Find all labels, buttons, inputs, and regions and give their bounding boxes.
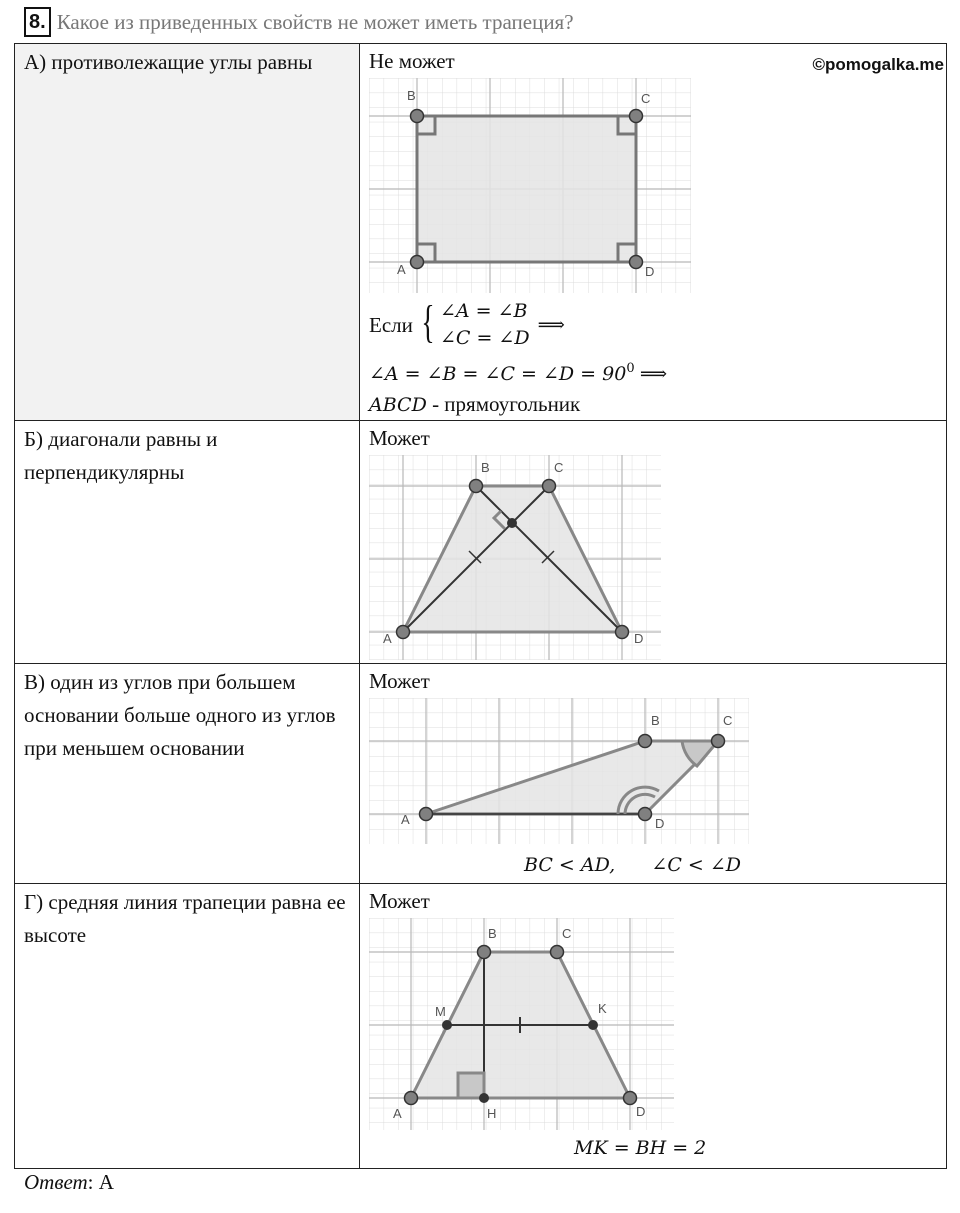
final-answer: Ответ: А bbox=[24, 1170, 114, 1194]
point-b bbox=[411, 110, 424, 123]
table-row bbox=[15, 884, 947, 1169]
label-b: B bbox=[407, 88, 416, 103]
question-header bbox=[24, 6, 574, 38]
reasoning-line-2: ∠A = ∠B = ∠C = ∠D = $90^0$ ⟹ bbox=[369, 361, 668, 385]
question-text: Какое из приведенных свойств не может иметь трапеция? bbox=[56, 9, 574, 34]
label-d: D bbox=[636, 1104, 646, 1119]
table-row bbox=[15, 421, 947, 664]
table-row bbox=[15, 664, 947, 884]
label-b: B bbox=[488, 926, 497, 941]
answer-cell bbox=[360, 44, 947, 421]
property-cell: А) противолежащие углы равны bbox=[15, 44, 360, 421]
property-cell: Г) средняя линия трапеции равна ее высоте bbox=[15, 884, 360, 1169]
label-d: D bbox=[634, 631, 644, 646]
label-d: D bbox=[645, 264, 655, 279]
label-b: B bbox=[481, 460, 490, 475]
label-h: H bbox=[487, 1106, 497, 1121]
answer-cell bbox=[360, 421, 947, 664]
label-a: A bbox=[383, 631, 392, 646]
reasoning-line-3: ABCD - прямоугольник bbox=[369, 392, 581, 416]
label-d: D bbox=[655, 816, 665, 831]
label-a: A bbox=[397, 262, 406, 277]
label-c: C bbox=[723, 713, 733, 728]
comparison-note: BC < AD, ∠C < ∠D bbox=[524, 854, 742, 876]
answer-cell bbox=[360, 884, 947, 1169]
verdict-label: Может bbox=[369, 889, 430, 913]
property-cell: Б) диагонали равны и перпендикулярны bbox=[15, 421, 360, 664]
midline-height-figure bbox=[369, 918, 679, 1138]
answer-value: А bbox=[98, 1170, 114, 1194]
equality-note: MK = BH = 2 bbox=[574, 1137, 707, 1159]
label-b: B bbox=[651, 713, 660, 728]
watermark: ©pomogalka.me bbox=[812, 55, 944, 74]
label-a: A bbox=[393, 1106, 402, 1121]
trapezoid-angles-figure bbox=[369, 698, 749, 848]
verdict-label: Может bbox=[369, 669, 430, 693]
table-row bbox=[15, 44, 947, 421]
answer-cell bbox=[360, 664, 947, 884]
point-a bbox=[411, 256, 424, 269]
label-c: C bbox=[641, 91, 651, 106]
label-k: K bbox=[598, 1001, 607, 1016]
label-m: M bbox=[435, 1004, 446, 1019]
properties-table bbox=[14, 43, 947, 1169]
point-d bbox=[630, 256, 643, 269]
verdict-label: Может bbox=[369, 426, 430, 450]
verdict-label: Не может bbox=[369, 49, 455, 73]
answer-label: Ответ bbox=[24, 1170, 88, 1194]
question-number: 8. bbox=[24, 7, 51, 37]
label-a: A bbox=[401, 812, 410, 827]
reasoning-system: Если { ∠A = ∠B ∠C = ∠D ⟹ bbox=[369, 296, 565, 349]
point-c bbox=[630, 110, 643, 123]
rectangle-figure bbox=[369, 78, 699, 298]
label-c: C bbox=[554, 460, 564, 475]
perpendicular-diagonals-figure bbox=[369, 455, 669, 661]
property-cell: В) один из углов при большем основании больше одного из углов при меньшем основании bbox=[15, 664, 360, 884]
label-c: C bbox=[562, 926, 572, 941]
